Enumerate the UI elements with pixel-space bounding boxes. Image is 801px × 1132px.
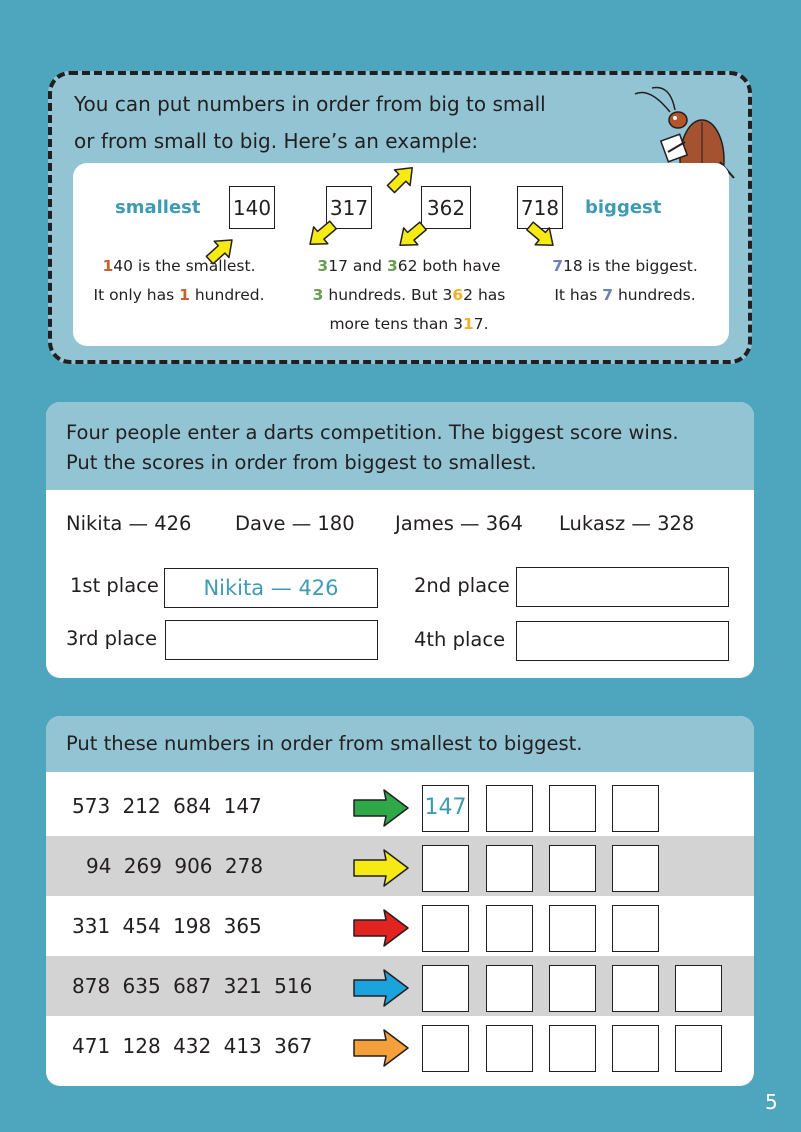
smallest-label: smallest (115, 197, 201, 218)
ordering-panel (46, 716, 754, 1086)
answer-box[interactable] (486, 845, 533, 892)
note-text: 7. (473, 315, 489, 333)
score-item: Nikita — 426 (66, 512, 192, 535)
answer-box[interactable] (675, 1025, 722, 1072)
arrow-icon (352, 1028, 410, 1068)
answer-box[interactable] (486, 1025, 533, 1072)
answer-box[interactable] (612, 785, 659, 832)
ordering-instruction: Put these numbers in order from smallest to biggest. (46, 716, 754, 772)
digit-highlight: 1 (179, 286, 190, 304)
digit-highlight: 7 (552, 257, 564, 275)
arrow-icon (352, 968, 410, 1008)
answer-box[interactable] (422, 905, 469, 952)
darts-instructions (46, 402, 754, 490)
page-number: 5 (765, 1090, 778, 1114)
ordering-row (46, 956, 754, 1016)
darts-instruction-line-2: Put the scores in order from biggest to smallest. (66, 451, 537, 474)
darts-instruction-line-1: Four people enter a darts competition. The biggest score wins. (66, 421, 679, 444)
digit-highlight: 3 (386, 257, 398, 275)
arrow-icon (352, 788, 410, 828)
answer-box[interactable] (486, 905, 533, 952)
answer-box[interactable] (612, 845, 659, 892)
answer-2nd-place[interactable] (516, 567, 729, 607)
example-arrows (0, 0, 801, 270)
note-text: 18 is the biggest. (563, 257, 698, 275)
answer-box[interactable] (549, 845, 596, 892)
ordering-row (46, 1016, 754, 1076)
yellow-arrow-icon (303, 217, 340, 253)
intro-line-1: You can put numbers in order from big to small (74, 92, 546, 116)
answer-box[interactable] (549, 1025, 596, 1072)
note-text: It only has (93, 286, 180, 304)
note-middle (285, 252, 533, 339)
answer-box[interactable] (612, 1025, 659, 1072)
answer-box[interactable] (612, 965, 659, 1012)
place-label-4th: 4th place (414, 628, 506, 651)
row-numbers: 573 212 684 147 (72, 794, 262, 818)
example-number-box: 718 (517, 186, 563, 229)
digit-highlight: 7 (602, 286, 614, 304)
note-text: 62 both have (397, 257, 501, 275)
example-number-box: 317 (326, 186, 372, 229)
yellow-arrow-icon (393, 218, 430, 254)
note-text: hundred. (189, 286, 265, 304)
score-item: Dave — 180 (235, 512, 355, 535)
note-text: 40 is the smallest. (113, 257, 256, 275)
place-label-2nd: 2nd place (414, 574, 510, 597)
digit-highlight: 1 (102, 257, 114, 275)
digit-highlight: 3 (317, 257, 329, 275)
row-numbers: 331 454 198 365 (72, 914, 262, 938)
answer-box[interactable] (549, 905, 596, 952)
note-text: 17 and (328, 257, 387, 275)
ordering-row (46, 776, 754, 836)
note-text: hundreds. But 3 (323, 286, 453, 304)
row-numbers: 878 635 687 321 516 (72, 974, 313, 998)
answer-box[interactable] (612, 905, 659, 952)
place-label-3rd: 3rd place (66, 627, 158, 650)
answer-4th-place[interactable] (516, 621, 729, 661)
arrow-icon (352, 908, 410, 948)
ordering-row (46, 896, 754, 956)
ordering-row (46, 836, 754, 896)
intro-line-2: or from small to big. Here’s an example: (74, 129, 479, 153)
note-text: 2 has (463, 286, 506, 304)
note-smallest (74, 252, 284, 310)
example-number-box: 362 (421, 186, 471, 229)
score-item: Lukasz — 328 (559, 512, 695, 535)
answer-1st-place[interactable]: Nikita — 426 (164, 568, 378, 608)
yellow-arrow-icon (523, 218, 560, 254)
digit-highlight: 1 (462, 315, 474, 333)
score-item: James — 364 (395, 512, 523, 535)
answer-box[interactable] (422, 1025, 469, 1072)
note-text: more tens than 3 (329, 315, 463, 333)
answer-box[interactable] (422, 965, 469, 1012)
yellow-arrow-icon (383, 160, 420, 197)
note-text: It has (554, 286, 603, 304)
biggest-label: biggest (585, 197, 662, 218)
answer-3rd-place[interactable] (165, 620, 378, 660)
note-text: hundreds. (613, 286, 696, 304)
answer-box[interactable]: 147 (422, 785, 469, 832)
place-label-1st: 1st place (70, 574, 159, 597)
answer-box[interactable] (549, 785, 596, 832)
note-biggest (530, 252, 720, 310)
arrow-icon (352, 848, 410, 888)
digit-highlight: 3 (312, 286, 324, 304)
answer-box[interactable] (422, 845, 469, 892)
row-numbers: 94 269 906 278 (86, 854, 264, 878)
answer-box[interactable] (486, 785, 533, 832)
answer-box[interactable] (486, 965, 533, 1012)
answer-box[interactable] (549, 965, 596, 1012)
darts-panel (46, 402, 754, 678)
row-numbers: 471 128 432 413 367 (72, 1034, 313, 1058)
example-number-box: 140 (229, 186, 275, 229)
answer-box[interactable] (675, 965, 722, 1012)
digit-highlight: 6 (452, 286, 464, 304)
